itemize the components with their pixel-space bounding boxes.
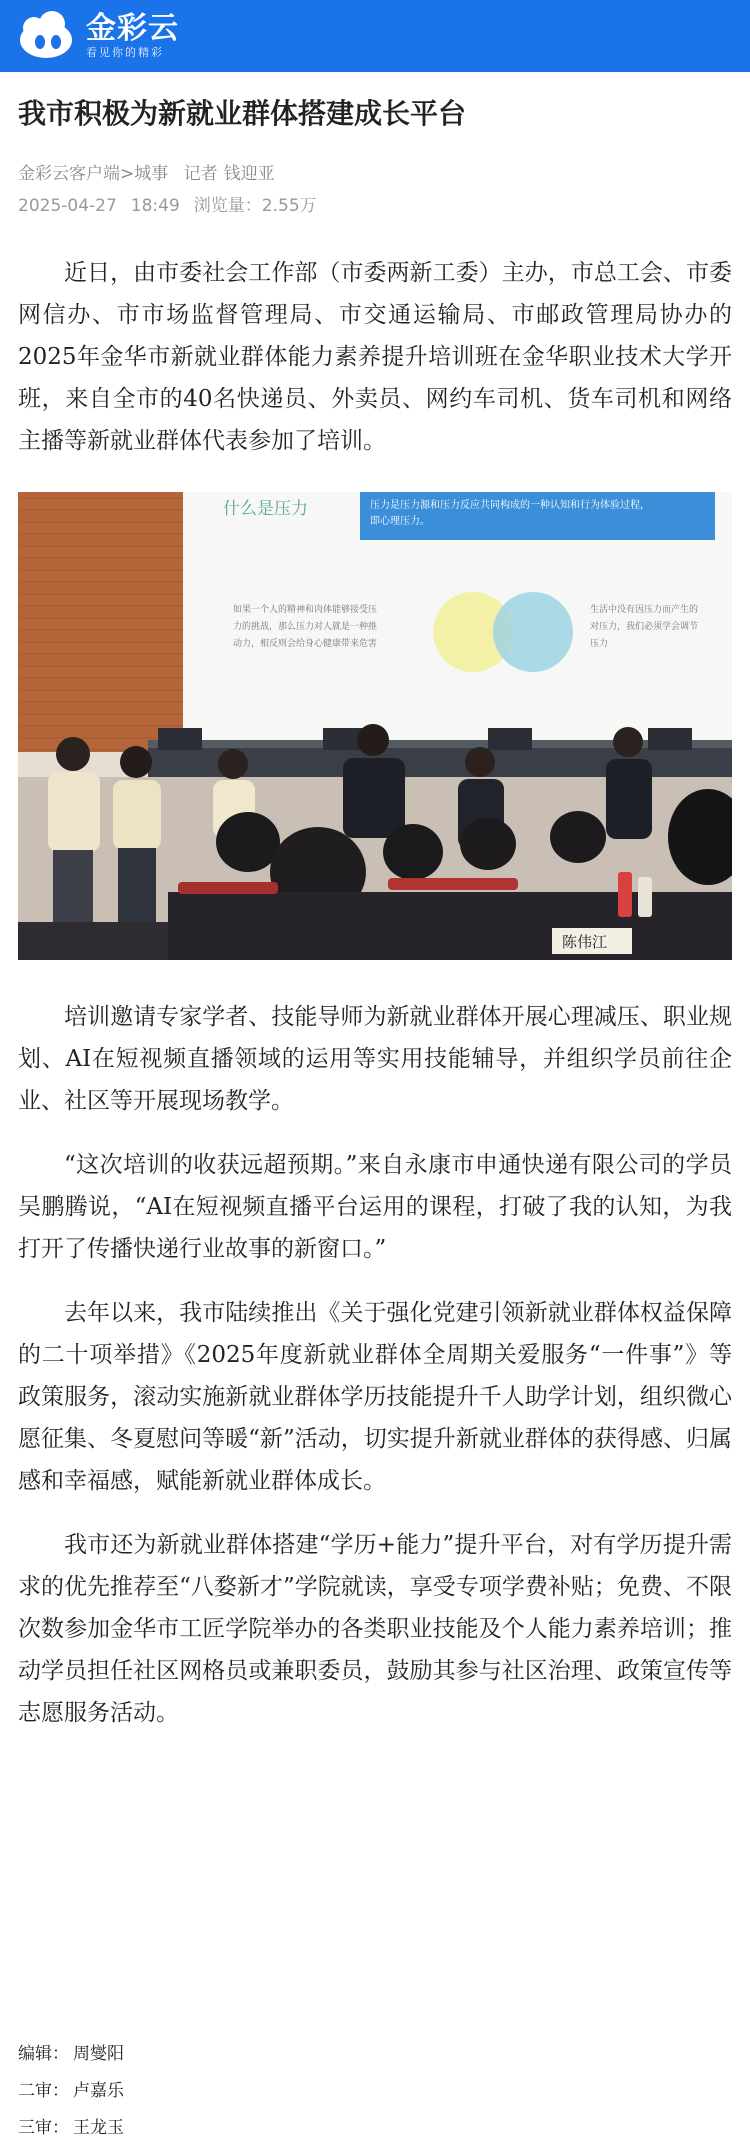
slide-right-text-2: 对压力，我们必须学会调节 <box>590 621 699 631</box>
publish-time: 18:49 <box>130 196 180 216</box>
paragraph-2: 培训邀请专家学者、技能导师为新就业群体开展心理减压、职业规划、AI在短视频直播领域的运用等实用技能辅导，并组织学员前往企业、社区等开展现场教学。 <box>18 1004 732 1114</box>
app-header <box>0 0 750 72</box>
credit-label: 三审： <box>18 2118 69 2138</box>
views-count: 2.55万 <box>261 196 317 216</box>
credit-name: 周燮阳 <box>73 2044 124 2064</box>
credit-second-review <box>18 2073 124 2110</box>
editor-credits <box>18 2036 124 2147</box>
cloud-logo-icon <box>16 8 80 64</box>
views-label: 浏览量： <box>193 196 262 216</box>
credit-label: 编辑： <box>18 2044 69 2064</box>
brand-slogan: 看见你的精彩 <box>86 46 164 59</box>
article-source[interactable]: 金彩云客户端>城事 <box>18 164 169 184</box>
article-title: 我市积极为新就业群体搭建成长平台 <box>18 97 467 130</box>
paragraph-3: “这次培训的收获远超预期。”来自永康市申通快递有限公司的学员吴鹏腾说，“AI在短视频直播平台运用的课程，打破了我的认知，为我打开了传播快递行业故事的新窗口。” <box>18 1152 732 1262</box>
nameplate-text: 陈伟江 <box>562 933 608 951</box>
slide-banner-line-1: 压力是压力源和压力反应共同构成的一种认知和行为体验过程， <box>370 500 650 511</box>
article-source-line <box>18 160 732 188</box>
credit-name: 王龙玉 <box>73 2118 124 2138</box>
article-date-line <box>18 192 732 220</box>
slide-title: 什么是压力 <box>223 499 308 518</box>
publish-date: 2025-04-27 <box>18 196 117 216</box>
article-photo <box>18 492 732 960</box>
paragraph-5: 我市还为新就业群体搭建“学历+能力”提升平台，对有学历提升需求的优先推荐至“八婺新才”学院就读，享受专项学费补贴；免费、不限次数参加金华市工匠学院举办的各类职业技能及个人能力素养培训；推动学员担任社区网格员或兼职委员，鼓励其参与社区治理、政策宣传等志愿服务活动。 <box>18 1532 732 1726</box>
slide-right-text-1: 生活中没有因压力而产生的 <box>590 604 699 614</box>
slide-left-text-3: 动力，相反则会给身心健康带来危害 <box>233 638 378 648</box>
training-photo-image <box>18 492 732 960</box>
credit-third-review <box>18 2110 124 2147</box>
article <box>0 94 750 1734</box>
slide-banner-line-2: 即心理压力。 <box>370 516 430 527</box>
brand-name: 金彩云 <box>86 11 179 46</box>
paragraph-1: 近日，由市委社会工作部（市委两新工委）主办，市总工会、市委网信办、市市场监督管理局、市交通运输局、市邮政管理局协办的2025年金华市新就业群体能力素养提升培训班在金华职业技术大学开班，来自全市的40名快递员、外卖员、网约车司机、货车司机和网络主播等新就业群体代表参加了培训。 <box>18 260 732 454</box>
slide-left-text-1: 如果一个人的精神和肉体能够接受压 <box>233 604 378 614</box>
credit-editor <box>18 2036 124 2073</box>
credit-name: 卢嘉乐 <box>73 2081 124 2101</box>
credit-label: 二审： <box>18 2081 69 2101</box>
paragraph-4: 去年以来，我市陆续推出《关于强化党建引领新就业群体权益保障的二十项举措》《2025年度新就业群体全周期关爱服务“一件事”》等政策服务，滚动实施新就业群体学历技能提升千人助学计划，组织微心愿征集、冬夏慰问等暖“新”活动，切实提升新就业群体的获得感、归属感和幸福感，赋能新就业群体成长。 <box>18 1300 732 1494</box>
slide-right-text-3: 压力 <box>590 638 609 648</box>
slide-left-text-2: 力的挑战，那么压力对人就是一种推 <box>233 621 378 631</box>
reporter-name: 钱迎亚 <box>223 164 275 184</box>
reporter-label: 记者 <box>183 164 218 184</box>
